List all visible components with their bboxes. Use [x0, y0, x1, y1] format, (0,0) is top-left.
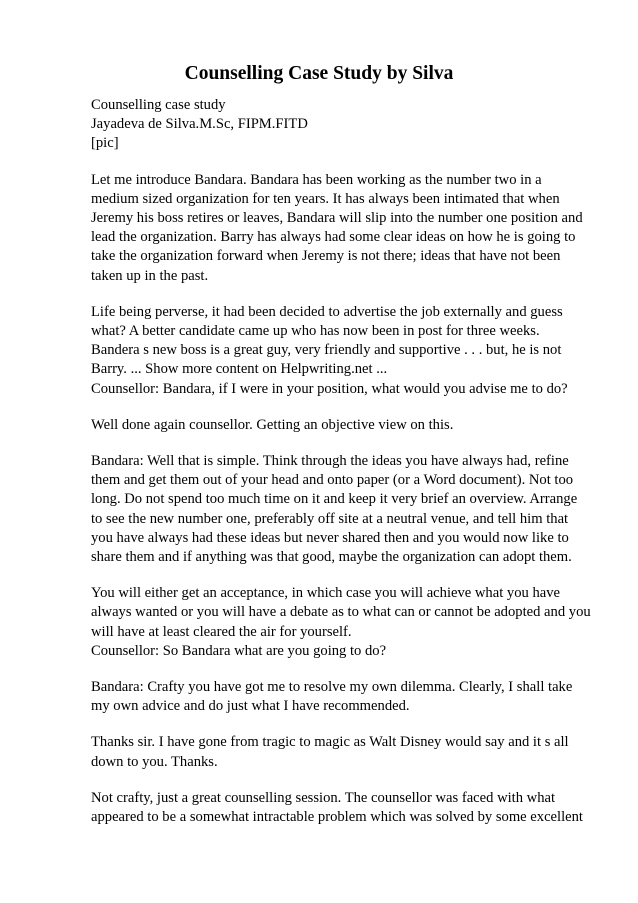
text-line: Counsellor: Bandara, if I were in your position, what would you advise me to do?	[91, 380, 568, 397]
text-line: them and get them out of your head and onto paper (or a Word document). Not too	[91, 472, 574, 489]
text-line: You will either get an acceptance, in which case you will achieve what you have	[91, 585, 561, 602]
paragraph-conclusion	[91, 789, 591, 827]
document-title: Counselling Case Study by Silva	[184, 63, 454, 84]
text-line: Well done again counsellor. Getting an objective view on this.	[91, 416, 454, 433]
paragraph-introduction	[91, 171, 591, 286]
text-line: take the organization forward when Jeremy is not there; ideas that have not been	[91, 248, 561, 265]
text-line: Jeremy his boss retires or leaves, Bandara will slip into the number one position and	[91, 210, 583, 227]
paragraph-life-perverse	[91, 303, 591, 399]
paragraph-thanks	[91, 733, 591, 771]
document-body	[91, 96, 591, 844]
text-line: Bandara: Crafty you have got me to resolve my own dilemma. Clearly, I shall take	[91, 679, 573, 696]
paragraph-well-done	[91, 416, 591, 435]
text-line: Not crafty, just a great counselling session. The counsellor was faced with what	[91, 789, 556, 806]
text-line: Let me introduce Bandara. Bandara has been working as the number two in a	[91, 171, 542, 188]
text-line: Counselling case study	[91, 97, 226, 113]
text-line: Life being perverse, it had been decided to advertise the job externally and guess	[91, 303, 563, 320]
text-line: medium sized organization for ten years. It has always been intimated that when	[91, 190, 560, 207]
text-line: Barry. ... Show more content on Helpwriting.net ...	[91, 361, 388, 378]
text-line: appeared to be a somewhat intractable problem which was solved by some excellent	[91, 809, 583, 826]
text-line: long. Do not spend too much time on it and keep it very brief an overview. Arrange	[91, 491, 578, 508]
paragraph-bandara-advice	[91, 452, 591, 567]
text-line: you have always had these ideas but never shared then and you would now like to	[91, 529, 569, 546]
text-line: Bandara: Well that is simple. Think through the ideas you have always had, refine	[91, 453, 569, 470]
text-line: Bandera s new boss is a great guy, very friendly and supportive . . . but, he is not	[91, 342, 562, 359]
text-line: down to you. Thanks.	[91, 753, 218, 770]
text-line: what? A better candidate came up who has now been in post for three weeks.	[91, 323, 540, 340]
text-line: Counsellor: So Bandara what are you going to do?	[91, 642, 387, 659]
text-line: to see the new number one, preferably off site at a neutral venue, and tell him that	[91, 510, 569, 527]
text-line: lead the organization. Barry has always had some clear ideas on how he is going to	[91, 229, 576, 246]
text-line: Jayadeva de Silva.M.Sc, FIPM.FITD	[91, 116, 308, 133]
text-line: always wanted or you will have a debate as to what can or cannot be adopted and you	[91, 604, 591, 621]
text-line: share them and if anything was that good, maybe the organization can adopt them.	[91, 549, 572, 566]
text-line: will have at least cleared the air for yourself.	[91, 623, 352, 640]
text-line: my own advice and do just what I have recommended.	[91, 698, 410, 715]
paragraph-header-info	[91, 96, 591, 154]
text-line: taken up in the past.	[91, 267, 209, 284]
text-line: [pic]	[91, 135, 119, 152]
paragraph-crafty	[91, 678, 591, 716]
paragraph-acceptance	[91, 584, 591, 661]
text-line: Thanks sir. I have gone from tragic to magic as Walt Disney would say and it s all	[91, 734, 569, 751]
